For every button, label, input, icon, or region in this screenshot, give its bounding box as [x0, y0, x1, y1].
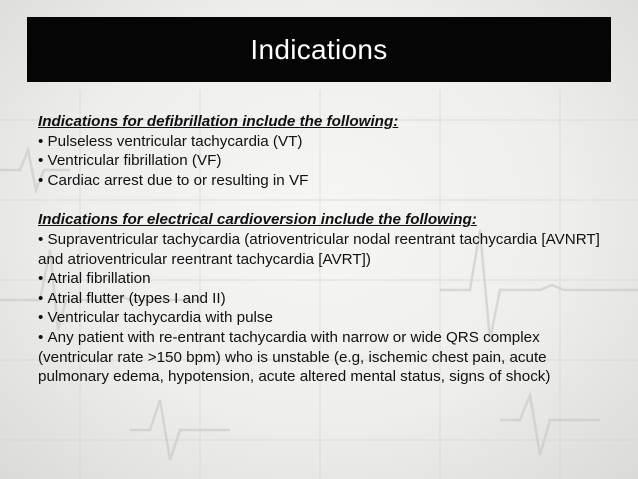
list-item: • Any patient with re-entrant tachycardia with narrow or wide QRS complex (ventricular rate >150 bpm) who is unstable (e.g, ischemic chest pain, acute pulmonary edema, hypotension, acute altered mental status, signs of shock) — [38, 328, 616, 387]
list-item: • Ventricular fibrillation (VF) — [38, 151, 616, 171]
list-item: • Atrial flutter (types I and II) — [38, 289, 616, 309]
slide-title: Indications — [250, 33, 388, 65]
section-heading-defibrillation: Indications for defibrillation include the following: — [38, 113, 399, 130]
list-item: • Ventricular tachycardia with pulse — [38, 308, 616, 328]
section-heading-cardioversion: Indications for electrical cardioversion include the following: — [38, 211, 477, 229]
list-item: • Pulseless ventricular tachycardia (VT) — [38, 132, 616, 152]
list-item: • Supraventricular tachycardia (atrioventricular nodal reentrant tachycardia [AVNRT] and atrioventricular reentrant tachycardia [AVRT]) — [38, 230, 616, 269]
slide-body — [38, 112, 616, 387]
title-bar — [27, 17, 611, 82]
list-item: • Cardiac arrest due to or resulting in VF — [38, 171, 616, 191]
section-spacer — [38, 190, 616, 210]
list-item: • Atrial fibrillation — [38, 269, 616, 289]
